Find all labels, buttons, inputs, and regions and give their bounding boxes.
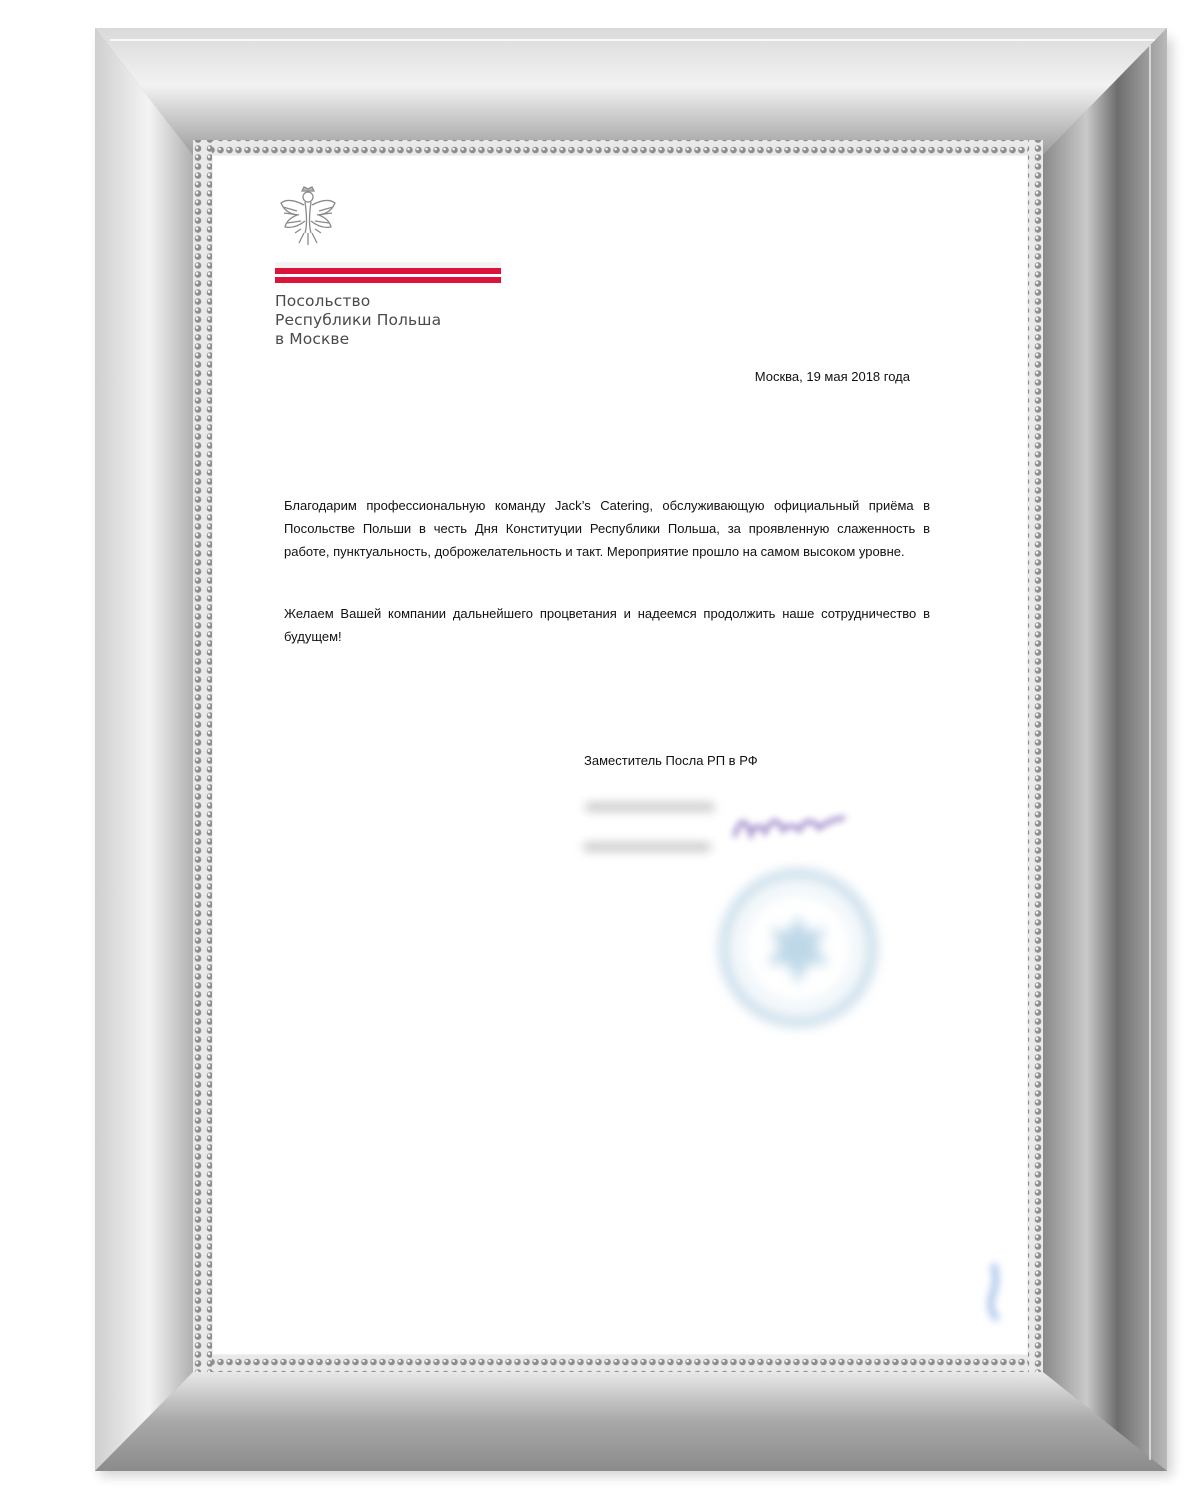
embassy-line: Республики Польша <box>275 311 442 329</box>
redacted-name-line <box>583 843 711 851</box>
polish-flag-stripes <box>275 262 501 280</box>
letter-paragraph: Благодарим профессиональную команду Jack’s Catering, обслуживающую официальный приёма в Посольстве Польши в честь Дня Конституции Республики Польша, за проявленную слаженность в работе, пунктуальность, доброжелательность и такт. Мероприятие прошло на самом высоком уровне. <box>284 498 930 559</box>
ink-mark <box>984 1262 1004 1322</box>
date-line: Москва, 19 мая 2018 года <box>754 369 910 384</box>
polish-eagle-emblem-icon <box>275 183 341 249</box>
embassy-line: в Москве <box>275 330 350 348</box>
embassy-line: Посольство <box>275 292 371 310</box>
handwritten-signature <box>725 800 855 850</box>
embassy-name <box>275 292 441 349</box>
embassy-seal-icon <box>718 868 878 1028</box>
signer-title: Заместитель Посла РП в РФ <box>584 753 758 768</box>
letter-paragraph: Желаем Вашей компании дальнейшего процветания и надеемся продолжить наше сотрудничество в будущем! <box>284 606 930 644</box>
redacted-name-line <box>585 803 715 811</box>
